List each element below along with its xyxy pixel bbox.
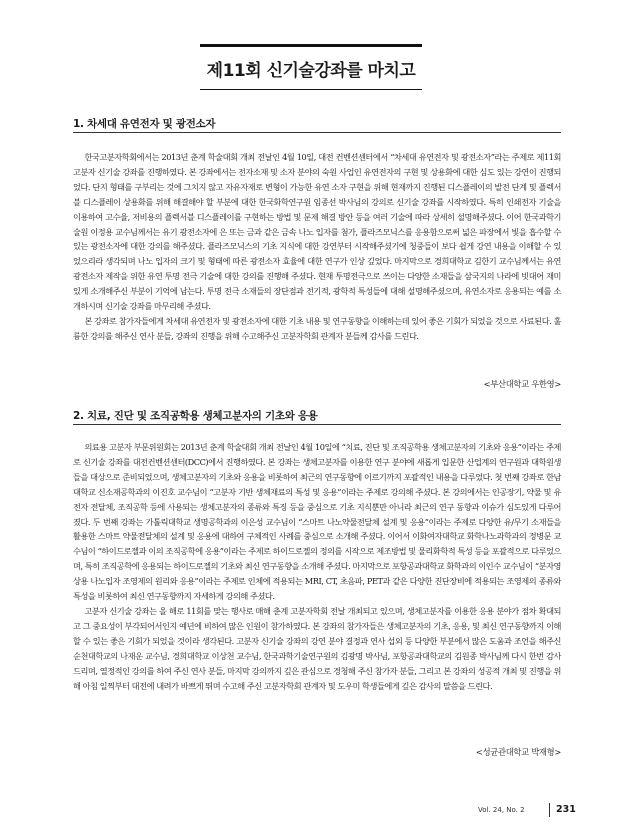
section-1-signature: <부산대학교 우한영> — [483, 379, 561, 389]
footer-volume: Vol. 24, No. 2 — [478, 806, 525, 814]
footer-page-number: 231 — [556, 804, 576, 815]
section-1-rule — [73, 132, 561, 133]
title-top-rule — [200, 44, 422, 47]
section-1-body — [73, 150, 561, 344]
section-2-paragraph-1: 의료용 고분자 부문위원회는 2013년 춘계 학술대회 개최 전날인 4월 10일에 “치료, 진단 및 조직공학용 생체고분자의 기초와 응용”이라는 주제로 신기술 강좌를 대전컨벤션센터(DCC)에서 진행하였다. 본 강좌는 생체고분자를 이용한 연구 분야에 새롭게 입문한 산업계의 연구원과 대학원생들을 대상으로 준비되었으며, 생체고분자의 기초와 응용을 비롯하여 최근의 연구동향에 이르기까지 포괄적인 내용을 다루었다. 첫 번째 강좌로 한남대학교 신소재공학과의 이진호 교수님이 “고분자 기반 생체재료의 특성 및 응용”이라는 주제로 강의해 주셨다. 본 강의에서는 인공장기, 약물 및 유전자 전달체, 조직공학 등에 사용되는 생체고분자의 종류와 특징 등을 중심으로 기초 지식뿐만 아니라 최근의 연구 동향과 이슈가 심도있게 다루어졌다. 두 번째 강좌는 가톨릭대학교 생명공학과의 이은성 교수님이 “스마트 나노약물전달체 설계 및 응용”이라는 주제로 다양한 유/무기 소재들을 활용한 스마트 약물전달체의 설계 및 응용에 대하여 구체적인 사례를 중심으로 소개해 주셨다. 이어서 이화여자대학교 화학나노과학과의 정병문 교수님이 “하이드로젤과 이의 조직공학에 응용”이라는 주제로 하이드로젤의 정의를 시작으로 제조방법 및 물리화학적 특성 등을 포괄적으로 다루었으며, 특히 조직공학에 응용되는 하이드로젤의 기초와 최신 연구동향을 소개해 주셨다. 마지막으로 포항공과대학교 화학과의 이인수 교수님이 “분자영상용 나노입자 조영제의 원리와 응용”이라는 주제로 인체에 적용되는 MRI, CT, 초음파, PET과 같은 다양한 진단장비에 적용되는 조영제의 종류와 특성을 비롯하여 최신 연구동향까지 자세하게 강의해 주셨다. — [73, 442, 561, 602]
section-2-heading: 2. 치료, 진단 및 조직공학용 생체고분자의 기초와 응용 — [73, 410, 318, 422]
title-bottom-rule — [200, 89, 422, 90]
section-2-body — [73, 440, 561, 693]
section-2-signature: <성균관대학교 박재형> — [475, 747, 561, 757]
section-1-paragraph-2: 본 강좌로 참가자들에게 차세대 유연전자 및 광전소자에 대한 기초 내용 및 연구동향을 이해하는데 있어 좋은 기회가 되었을 것으로 사료된다. 훌륭한 강의를 해주신 연사 분들, 강좌의 진행을 위해 수고해주신 고분자학회 관계자 분들께 감사를 드린다. — [73, 315, 561, 341]
section-1-heading: 1. 차세대 유연전자 및 광전소자 — [73, 118, 216, 130]
section-2-paragraph-2: 고분자 신기술 강좌는 올 해로 11회를 맞는 행사로 매해 춘계 고분자학회 전날 개최되고 있으며, 생체고분자를 이용한 응용 분야가 점차 확대되고 그 중요성이 부각되어서인지 예년에 비하여 많은 인원이 참가하였다. 본 강좌의 참가자들은 생체고분자의 기초, 응용, 및 최신 연구동향까지 이해할 수 있는 좋은 기회가 되었을 것이라 생각된다. 고분자 신기술 강좌의 강연 분야 결정과 연사 섭외 등 다양한 부분에서 많은 도움과 조언을 해주신 순천대학교의 나재운 교수님, 경희대학교 이상천 교수님, 한국과학기술연구원의 김광명 박사님, 포항공과대학교의 김원종 박사님께 다시 한번 감사드리며, 열정적인 강의를 하여 주신 연사 분들, 마지막 강의까지 깊은 관심으로 경청해 주신 참가자 분들, 그리고 본 강좌의 성공적 개최 및 진행을 위해 아침 일찍부터 대전에 내려가 바쁘게 뛰며 수고해 주신 고분자학회 관계자 및 도우미 학생들에게 깊은 감사의 말씀을 드린다. — [73, 605, 561, 691]
section-1-paragraph-1: 한국고분자학회에서는 2013년 춘계 학술대회 개최 전날인 4월 10일, 대전 컨벤션센터에서 “차세대 유연전자 및 광전소자”라는 주제로 제11회 고분자 신기술 강좌를 진행하였다. 본 강좌에서는 전자소재 및 소자 분야의 숙원 사업인 유연전자의 구현 및 상용화에 대한 심도 있는 강연이 진행되었다. 단지 형태를 구부리는 것에 그치지 않고 자유자재로 변형이 가능한 유연 소자 구현을 위해 현재까지 진행된 디스플레이의 발전 단계 및 플렉서블 디스플레이 상용화를 위해 해결해야 할 부분에 대한 한국화학연구원 임종선 박사님의 강의로 신기술 강좌를 시작하였다. 특히 인쇄전자 기술을 이용하여 고수율, 저비용의 플렉서블 디스플레이를 구현하는 방법 및 문제 해결 방안 등을 여러 기술에 따라 상세히 설명해주셨다. 이어 한국과학기술원 이정용 교수님께서는 유기 광전소자에 은 또는 금과 같은 금속 나노 입자를 첨가, 플라즈모닉스를 응용함으로써 넓은 파장에서 빛을 흡수할 수 있는 광전소자에 대한 강의를 해주셨다. 플라즈모닉스의 기초 지식에 대한 강연부터 시작해주셨기에 청중들이 보다 쉽게 강연 내용을 이해할 수 있었으리라 생각되며 나노 입자의 크기 및 형태에 따른 광전소자 효율에 대한 연구가 인상 깊었다. 마지막으로 경희대학교 김한기 교수님께서는 유연 광전소자 제작을 위한 유연 투명 전극 기술에 대한 강의를 진행해 주셨다. 현재 투명전극으로 쓰이는 다양한 소재들을 삼국지의 나라에 빗대어 재미있게 소개해주신 부분이 기억에 남는다. 투명 전극 소재들의 장단점과 전기적, 광학적 특성들에 대해 설명해주셨으며, 유연소자로 응용되는 예를 소개하시며 신기술 강좌를 마무리해 주셨다. — [73, 152, 561, 312]
page-title: 제11회 신기술강좌를 마치고 — [206, 61, 416, 81]
footer-divider — [549, 803, 550, 817]
section-2-rule — [73, 424, 561, 425]
title-block — [200, 44, 422, 90]
